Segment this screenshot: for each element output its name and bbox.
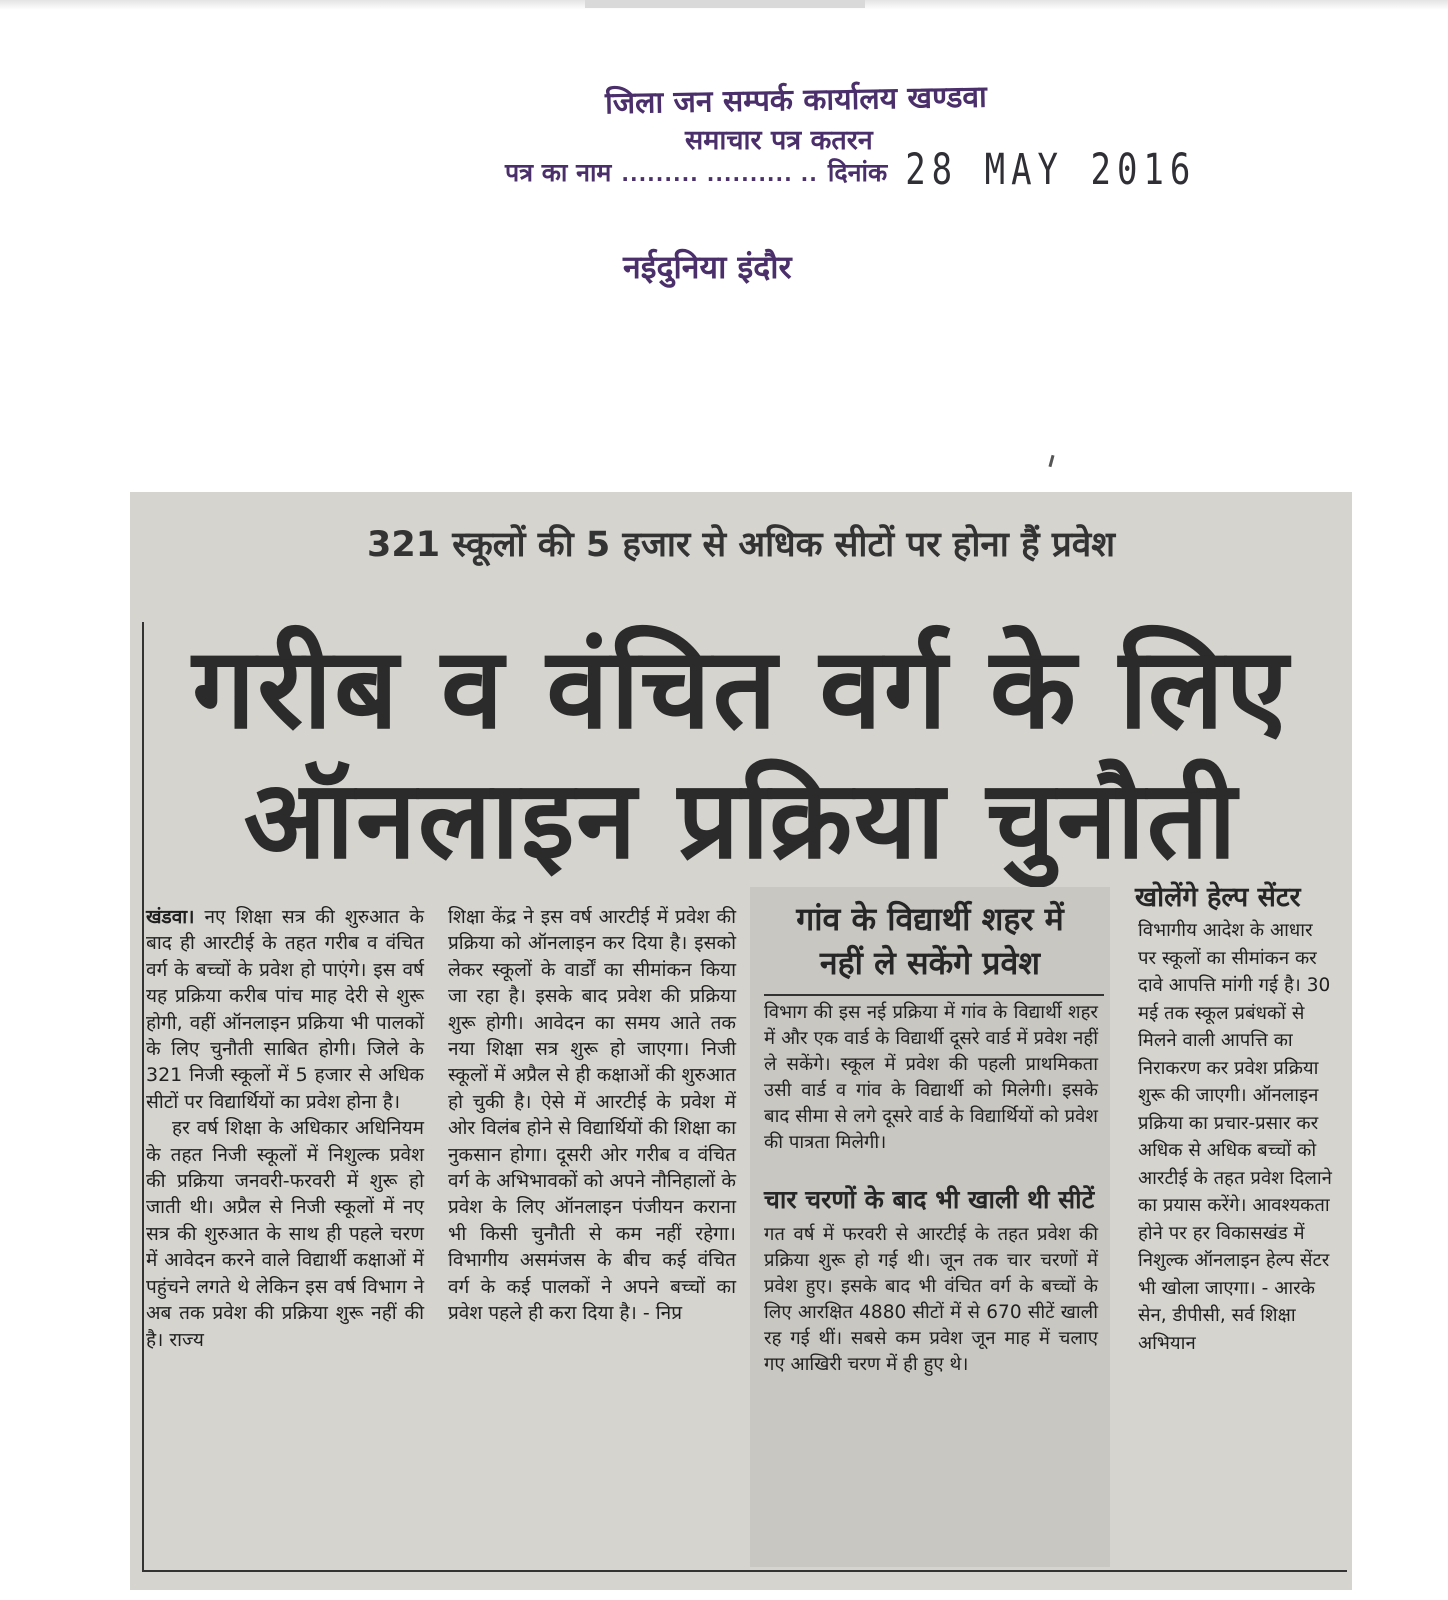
stamp-paper-name-label: पत्र का नाम [505,158,612,187]
stamp-clipping-label: समाचार पत्र कतरन [685,125,873,156]
headline-line-2: ऑनलाइन प्रक्रिया चुनौती [243,758,1239,883]
box-subheading: चार चरणों के बाद भी खाली थी सीटें [764,1185,1095,1214]
col2-paragraph: शिक्षा केंद्र ने इस वर्ष आरटीई में प्रवेश की प्रक्रिया को ऑनलाइन कर दिया है। इसको लेकर स्कूलों के वार्डों का सीमांकन किया जा रहा है। इसके बाद प्रवेश की प्रक्रिया शुरू होगी। आवेदन का समय आते तक नया शिक्षा सत्र शुरू हो जाएगा। निजी स्कूलों में अप्रैल से ही कक्षाओं की शुरुआत हो चुकी है। ऐसे में आरटीई के प्रवेश में ओर विलंब होने से विद्यार्थियों की शिक्षा का नुकसान होगा। दूसरी ओर गरीब व वंचित वर्ग के अभिभावकों को अपने नौनिहालों के प्रवेश के लिए ऑनलाइन पंजीयन कराना भी किसी चुनौती से कम नहीं रहेगा। विभागीय असमंजस के बीच कई वंचित वर्ग के कई पालकों ने अपने बच्चों का प्रवेश पहले ही करा दिया है। - निप्र [448,906,736,1325]
stamp-dots: ......... .......... .. [621,162,818,186]
article-column-2 [448,904,736,1327]
stamp-office-name: जिला जन सम्पर्क कार्यालय खण्डवा [604,79,988,122]
box-paragraph-1: विभाग की इस नई प्रक्रिया में गांव के विद्यार्थी शहर में और एक वार्ड के विद्यार्थी दूसरे वार्ड में प्रवेश नहीं ले सकेंगे। स्कूल में प्रवेश की पहली प्राथमिकता उसी वार्ड व गांव के विद्यार्थी को मिलेगी। इसके बाद सीमा से लगे दूसरे वार्ड के विद्यार्थियों को प्रवेश की पात्रता मिलेगी। [764,1002,1098,1153]
stamp-newspaper-name: नईदुनिया इंदौर [623,248,792,286]
article-column-1 [146,904,424,1353]
box-title-rule [764,994,1104,996]
box-title-line-1: गांव के विद्यार्थी शहर में [796,900,1064,938]
article-kicker: 321 स्कूलों की 5 हजार से अधिक सीटों पर होना हैं प्रवेश [366,525,1115,565]
bottom-rule [142,1570,1347,1572]
sidebar-box [750,887,1110,1567]
col1-paragraph-1: नए शिक्षा सत्र की शुरुआत के बाद ही आरटीई के तहत गरीब व वंचित वर्ग के बच्चों के प्रवेश हो पाएंगे। इस वर्ष यह प्रक्रिया करीब पांच माह देरी से शुरू होगी, वहीं ऑनलाइन प्रक्रिया भी पालकों के लिए चुनौती साबित होगी। जिले के 321 निजी स्कूलों में 5 हजार से अधिक सीटों पर विद्यार्थियों का प्रवेश होना है। [146,906,424,1113]
box-title-line-2: नहीं ले सकेंगे प्रवेश [819,944,1041,982]
stamp-row [505,145,1197,195]
box-paragraph-2: गत वर्ष में फरवरी से आरटीई के तहत प्रवेश की प्रक्रिया शुरू हो गई थी। जून तक चार चरणों में प्रवेश हुए। इसके बाद भी वंचित वर्ग के बच्चों के लिए आरक्षित 4880 सीटों में से 670 सीटें खाली रह गई थीं। सबसे कम प्रवेश जून माह में चलाए गए आखिरी चरण में ही हुए थे। [764,1224,1098,1375]
newspaper-clipping [130,492,1352,1590]
col1-paragraph-2: हर वर्ष शिक्षा के अधिकार अधिनियम के तहत निजी स्कूलों में निशुल्क प्रवेश की प्रक्रिया जनवरी-फरवरी में शुरू हो जाती थी। अप्रैल से निजी स्कूलों में नए सत्र की शुरुआत के साथ ही पहले चरण में आवेदन करने वाले विद्यार्थी कक्षाओं में पहुंचने लगते थे लेकिन इस वर्ष विभाग ने अब तक प्रवेश की प्रक्रिया शुरू नहीं की है। राज्य [146,1117,424,1351]
stamp-date-label: दिनांक [827,158,888,187]
scan-tab-mark [585,0,865,8]
side-column-title: खोलेंगे हेल्प सेंटर [1135,882,1301,913]
box-title [750,897,1110,985]
dateline: खंडवा। [146,906,195,928]
side-column-body: विभागीय आदेश के आधार पर स्कूलों का सीमांकन कर दावे आपत्ति मांगी गई है। 30 मई तक स्कूल प्रबंधकों से मिलने वाली आपत्ति का निराकरण कर प्रवेश प्रक्रिया शुरू की जाएगी। ऑनलाइन प्रक्रिया का प्रचार-प्रसार कर अधिक से अधिक बच्चों को आरटीई के तहत प्रवेश दिलाने का प्रयास करेंगे। आवश्यकता होने पर हर विकासखंड में निशुल्क ऑनलाइन हेल्प सेंटर भी खोला जाएगा। - आरके सेन, डीपीसी, सर्व शिक्षा अभियान [1138,920,1332,1354]
stamp-date: 28 MAY 2016 [905,145,1197,195]
headline-line-1: गरीब व वंचित वर्ग के लिए [192,624,1290,754]
stray-mark [1048,455,1054,467]
